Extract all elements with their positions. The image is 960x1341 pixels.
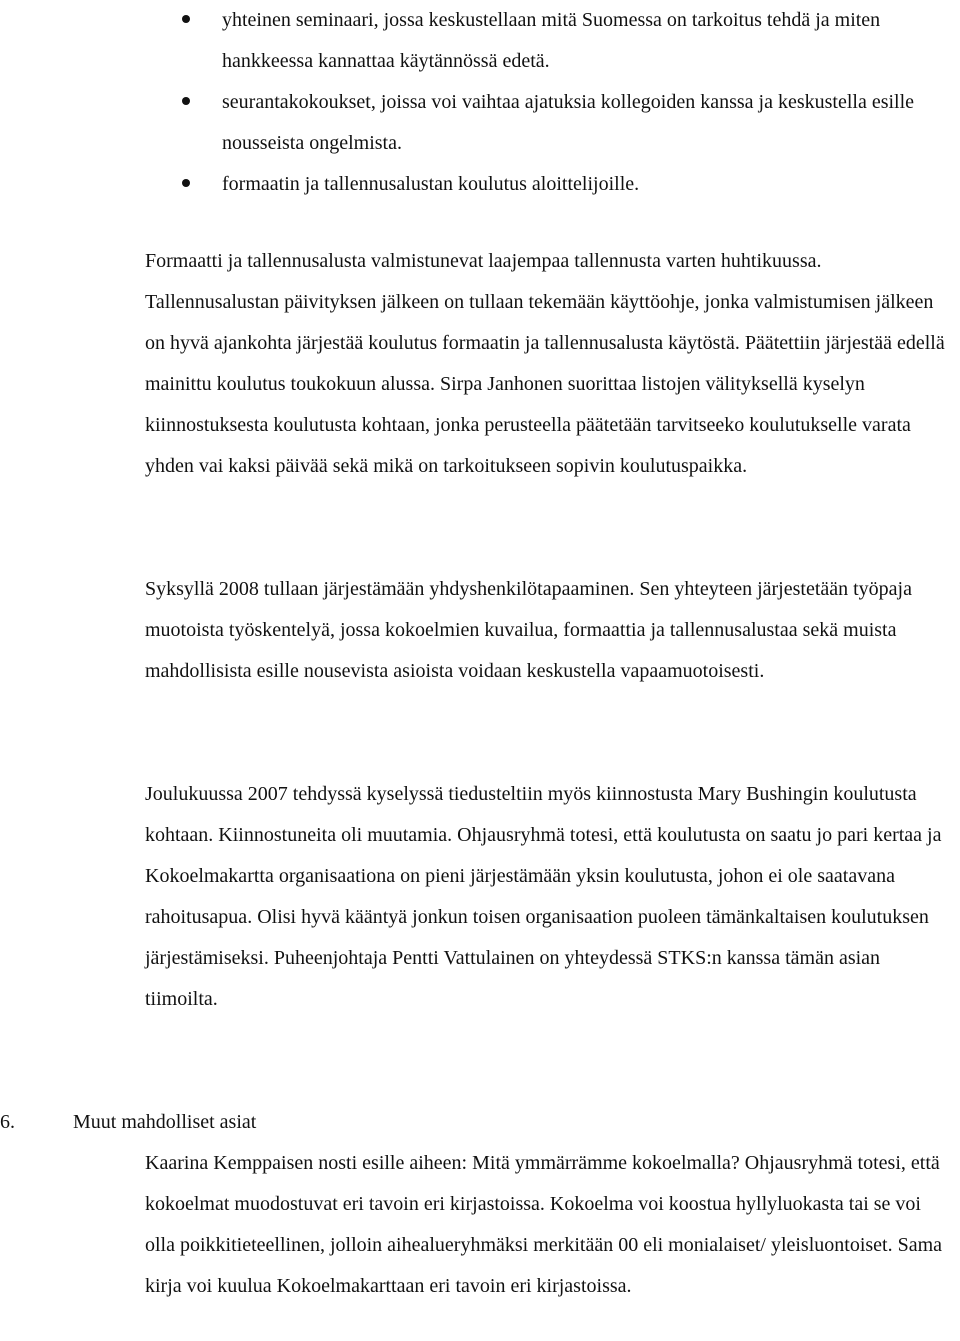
bullet-list	[145, 0, 945, 205]
bullet-text: yhteinen seminaari, jossa keskustellaan mitä Suomessa on tarkoitus tehdä ja miten hankkeessa kannattaa käytännössä edetä.	[222, 9, 881, 72]
bullet-item	[145, 82, 945, 164]
section-number: 6.	[0, 1111, 15, 1133]
section-body: Kaarina Kemppaisen nosti esille aiheen: Mitä ymmärrämme kokoelmalla? Ohjausryhmä totesi, että kokoelmat muodostuvat eri tavoin eri kirjastoissa. Kokoelma voi koostua hyllyluokasta tai se voi olla poikkitieteellinen, jolloin aihealueryhmäksi merkitään 00 eli monialaiset/ yleisluontoiset. Sama kirja voi kuulua Kokoelmakarttaan eri tavoin eri kirjastoissa.	[145, 1152, 943, 1297]
paragraph-autumn-meeting: Syksyllä 2008 tullaan järjestämään yhdyshenkilötapaaminen. Sen yhteyteen järjestetään työpaja muotoista työskentelyä, jossa kokoelmien kuvailua, formaattia ja tallennusalustaa sekä muista mahdollisista esille nousevista asioista voidaan keskustella vapaamuotoisesti.	[145, 578, 912, 682]
bullet-text: seurantakokoukset, joissa voi vaihtaa ajatuksia kollegoiden kanssa ja keskustella esille nousseista ongelmista.	[222, 91, 915, 154]
paragraph-bushing-training: Joulukuussa 2007 tehdyssä kyselyssä tiedusteltiin myös kiinnostusta Mary Bushingin koulutusta kohtaan. Kiinnostuneita oli muutamia. Ohjausryhmä totesi, että koulutusta on saatu jo pari kertaa ja Kokoelmakartta organisaationa on pieni järjestämään yksin koulutusta, johon ei ole saatavana rahoitusapua. Olisi hyvä kääntyä jonkun toisen organisaation puoleen tämänkaltaisen koulutuksen järjestämiseksi. Puheenjohtaja Pentti Vattulainen on yhteydessä STKS:n kanssa tämän asian tiimoilta.	[145, 783, 942, 1010]
bullet-dot-icon	[182, 15, 190, 23]
bullet-item	[145, 0, 945, 82]
bullet-dot-icon	[182, 97, 190, 105]
bullet-item	[145, 164, 945, 205]
bullet-text: formaatin ja tallennusalustan koulutus aloittelijoille.	[222, 173, 640, 195]
paragraph-training-schedule: Formaatti ja tallennusalusta valmistunevat laajempaa tallennusta varten huhtikuussa. Tallennusalustan päivityksen jälkeen on tullaan tekemään käyttöohje, jonka valmistumisen jälkeen on hyvä ajankohta järjestää koulutus formaatin ja tallennusalusta käytöstä. Päätettiin järjestää edellä mainittu koulutus toukokuun alussa. Sirpa Janhonen suorittaa listojen välityksellä kyselyn kiinnostuksesta koulutusta kohtaan, jonka perusteella päätetään tarvitseeko koulutukselle varata yhden vai kaksi päivää sekä mikä on tarkoitukseen sopivin koulutuspaikka.	[145, 250, 945, 477]
section-title: Muut mahdolliset asiat	[73, 1111, 257, 1133]
bullet-dot-icon	[182, 179, 190, 187]
